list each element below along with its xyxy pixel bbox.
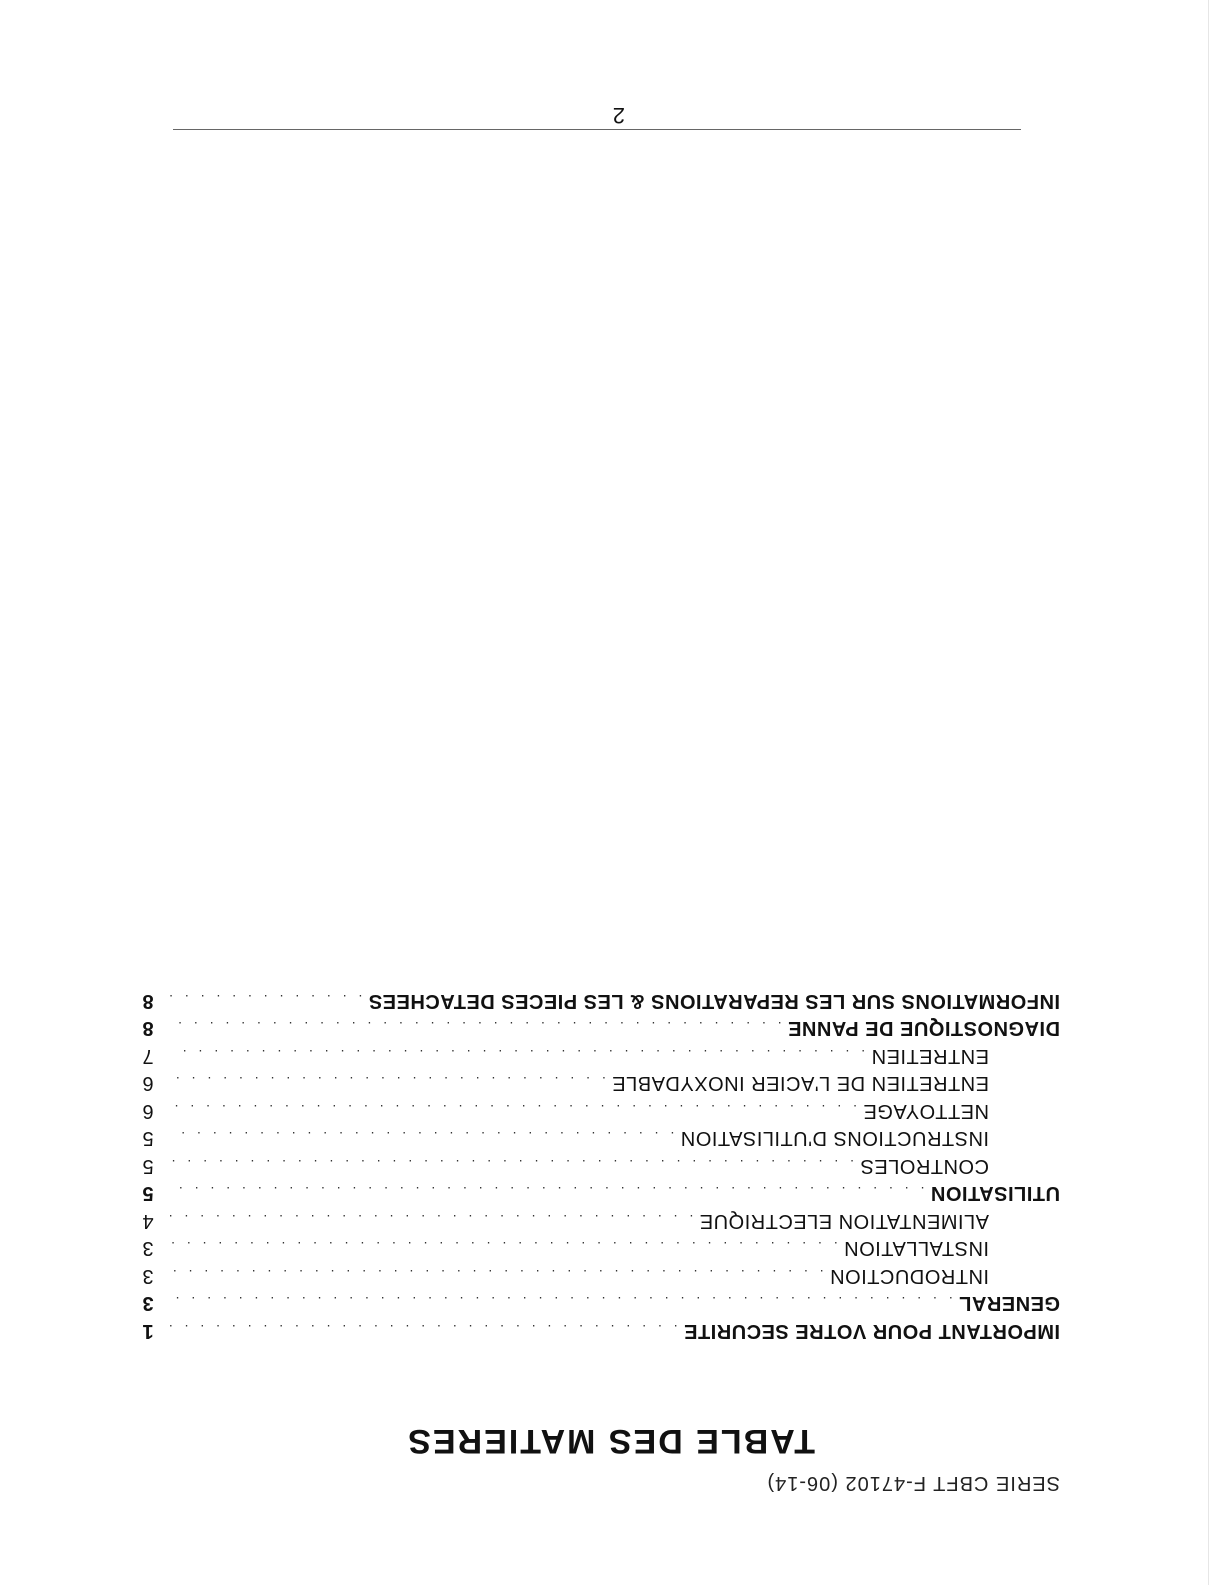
toc-entry-page: 7	[142, 1045, 154, 1067]
toc-entry-label: ENTRETIEN DE L'ACIER INOXYDABLE	[611, 1072, 989, 1095]
toc-entry-reparations	[142, 985, 1060, 1013]
toc-entry-label: UTILISATION	[930, 1182, 1060, 1205]
dot-leader	[170, 1075, 606, 1091]
toc-entry-page: 3	[142, 1237, 154, 1260]
dot-leader	[170, 1240, 838, 1256]
dot-leader	[170, 1295, 953, 1311]
toc-entry-label: INSTRUCTIONS D'UTILISATION	[680, 1127, 989, 1150]
dot-leader	[170, 1185, 924, 1201]
toc-entry-label: INTRODUCTION	[829, 1265, 989, 1287]
toc-entry-label: DIAGNOSTIQUE DE PANNE	[787, 1017, 1060, 1040]
toc-entry-instructions	[142, 1122, 1060, 1150]
toc-title: TABLE DES MATIERES	[406, 1422, 815, 1460]
toc-entry-label: INSTALLATION	[843, 1237, 989, 1260]
dot-leader	[170, 1212, 693, 1228]
toc-entry-label: IMPORTANT POUR VOTRE SECURITE	[683, 1320, 1060, 1342]
toc-entry-page: 5	[142, 1182, 154, 1205]
toc-entry-label: GENERAL	[958, 1292, 1060, 1315]
toc-entry-page: 8	[142, 1017, 154, 1040]
dot-leader	[170, 1047, 865, 1063]
dot-leader	[170, 992, 362, 1008]
toc-entry-securite	[142, 1315, 1060, 1343]
toc-entry-general	[142, 1287, 1060, 1315]
toc-entry-label: ENTRETIEN	[871, 1045, 989, 1067]
header-rule	[173, 129, 1021, 130]
toc-entry-introduction	[142, 1260, 1060, 1288]
toc-entry-controles	[142, 1150, 1060, 1178]
toc-entry-installation	[142, 1232, 1060, 1260]
toc-entry-nettoyage	[142, 1095, 1060, 1123]
toc-entry-page: 3	[142, 1292, 154, 1315]
toc-entry-utilisation	[142, 1177, 1060, 1205]
toc-entry-diagnostique	[142, 1012, 1060, 1040]
dot-leader	[170, 1157, 854, 1173]
series-code: SERIE CBFT F-47102 (06-14)	[766, 1472, 1060, 1494]
toc-entry-page: 5	[142, 1127, 154, 1150]
dot-leader	[170, 1020, 782, 1036]
toc-entry-label: NETTOYAGE	[862, 1100, 989, 1122]
toc-entry-entretien	[142, 1040, 1060, 1068]
toc-entry-page: 6	[142, 1100, 154, 1122]
toc-entry-label: CONTROLES	[860, 1155, 989, 1177]
toc-entry-page: 4	[142, 1210, 154, 1232]
dot-leader	[170, 1130, 674, 1146]
toc-entry-page: 6	[142, 1072, 154, 1095]
dot-leader	[170, 1102, 857, 1118]
table-of-contents	[142, 985, 1060, 1343]
toc-entry-page: 8	[142, 990, 154, 1012]
toc-entry-alimentation	[142, 1205, 1060, 1233]
toc-entry-label: INFORMATIONS SUR LES REPARATIONS & LES PIECES DETACHEES	[368, 990, 1060, 1012]
toc-entry-page: 3	[142, 1265, 154, 1287]
dot-leader	[170, 1322, 678, 1338]
dot-leader	[170, 1267, 824, 1283]
toc-entry-acier-inox	[142, 1067, 1060, 1095]
toc-entry-page: 1	[142, 1320, 154, 1342]
page-number: 2	[612, 103, 625, 128]
toc-entry-label: ALIMENTATION ELECTRIQUE	[699, 1210, 989, 1232]
toc-entry-page: 5	[142, 1155, 154, 1177]
